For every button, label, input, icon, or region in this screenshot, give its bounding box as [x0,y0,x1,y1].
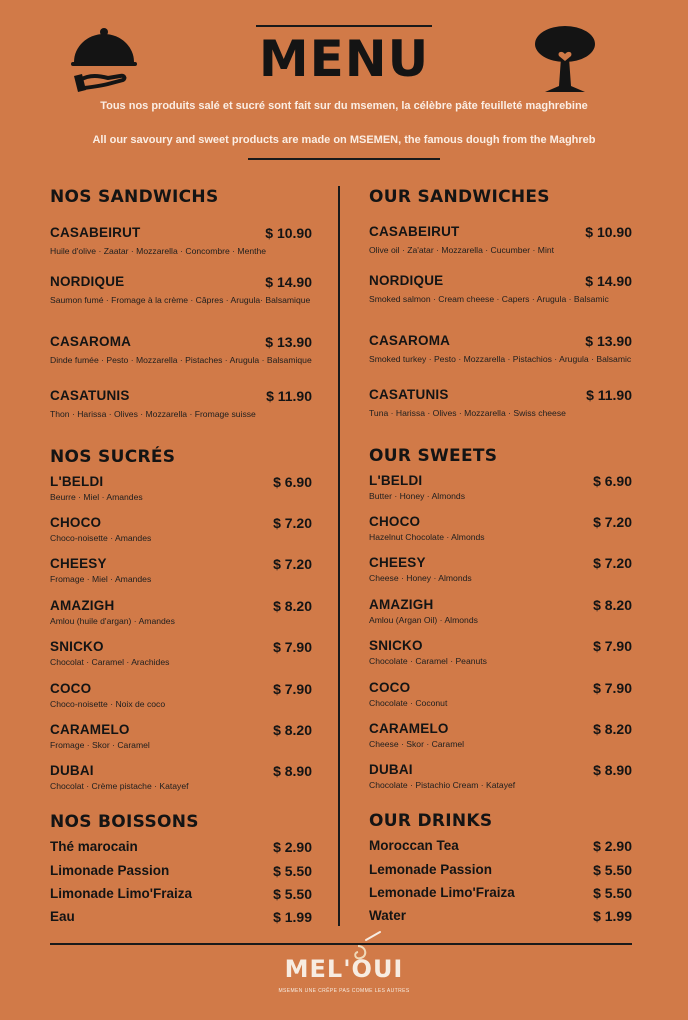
item-description: Chocolate · Caramel · Peanuts [369,656,487,666]
tree-heart-icon [531,24,599,96]
item-description: Chocolat · Crème pistache · Katayef [50,781,189,791]
intro-french: Tous nos produits salé et sucré sont fait sur du msemen, la célèbre pâte feuilleté maghrebine [100,100,588,112]
item-description: Amlou (Argan Oil) · Almonds [369,615,478,625]
item-name: CASAROMA [50,334,132,349]
item-name: DUBAI [50,763,94,778]
item-name: CHEESY [369,555,426,570]
item-name: CHEESY [50,556,107,571]
item-description: Cheese · Skor · Caramel [369,739,465,749]
drink-name: Lemonade Limo'Fraiza [369,885,515,900]
item-price: $ 8.20 [593,721,632,737]
item-price: $ 8.20 [273,722,312,738]
item-description: Choco-noisette · Amandes [50,533,152,543]
item-name: L'BELDI [369,473,423,488]
english-drinks-title: OUR DRINKS [369,811,493,831]
intro-english: All our savoury and sweet products are made on MSEMEN, the famous dough from the Maghreb [92,134,596,146]
item-price: $ 6.90 [273,474,312,490]
item-description: Chocolate · Coconut [369,698,448,708]
drink-price: $ 1.99 [593,908,632,924]
item-price: $ 14.90 [265,274,312,290]
item-name: AMAZIGH [369,597,434,612]
item-name: CASATUNIS [50,388,130,403]
item-name: CASABEIRUT [369,224,460,239]
english-sandwiches-title: OUR SANDWICHES [369,187,550,207]
item-name: L'BELDI [50,474,104,489]
item-description: Smoked turkey · Pesto · Mozzarella · Pistachios · Arugula · Balsamic [369,354,632,364]
top-rule [256,25,432,27]
menu-title: MENU [258,30,430,88]
item-price: $ 8.90 [273,763,312,779]
drink-price: $ 5.50 [273,886,312,902]
item-price: $ 7.90 [593,680,632,696]
item-price: $ 7.20 [273,515,312,531]
item-price: $ 11.90 [586,387,632,403]
item-name: COCO [50,681,92,696]
drink-price: $ 1.99 [273,909,312,925]
item-price: $ 7.20 [593,514,632,530]
item-name: AMAZIGH [50,598,115,613]
item-name: CASAROMA [369,333,451,348]
drink-price: $ 5.50 [273,863,312,879]
item-price: $ 7.90 [273,681,312,697]
item-price: $ 6.90 [593,473,632,489]
item-name: CARAMELO [50,722,130,737]
item-description: Fromage · Skor · Caramel [50,740,150,750]
item-price: $ 10.90 [585,224,632,240]
item-name: CHOCO [50,515,102,530]
item-price: $ 11.90 [266,388,312,404]
drink-price: $ 2.90 [273,839,312,855]
item-description: Smoked salmon · Cream cheese · Capers · Arugula · Balsamic [369,294,609,304]
item-description: Beurre · Miel · Amandes [50,492,143,502]
item-name: CHOCO [369,514,421,529]
column-divider [338,186,340,926]
french-sweets-title: NOS SUCRÉS [50,447,176,467]
item-price: $ 14.90 [585,273,632,289]
item-name: NORDIQUE [50,274,125,289]
drink-price: $ 2.90 [593,838,632,854]
item-name: CARAMELO [369,721,449,736]
item-description: Olive oil · Za'atar · Mozzarella · Cucumber · Mint [369,245,555,255]
item-price: $ 7.90 [593,638,632,654]
brand-logo: MEL'OUI [284,955,404,983]
item-name: CASABEIRUT [50,225,141,240]
item-price: $ 7.90 [273,639,312,655]
item-price: $ 13.90 [265,334,312,350]
item-price: $ 7.20 [273,556,312,572]
item-name: SNICKO [369,638,423,653]
drink-name: Water [369,908,407,923]
item-description: Amlou (huile d'argan) · Amandes [50,616,175,626]
drink-name: Limonade Limo'Fraiza [50,886,192,901]
item-name: SNICKO [50,639,104,654]
item-price: $ 10.90 [265,225,312,241]
item-price: $ 8.20 [273,598,312,614]
item-description: Thon · Harissa · Olives · Mozzarella · Fromage suisse [50,409,256,419]
cloche-serving-icon [68,24,140,96]
drink-name: Thé marocain [50,839,138,854]
item-name: NORDIQUE [369,273,444,288]
drink-name: Moroccan Tea [369,838,459,853]
item-price: $ 13.90 [585,333,632,349]
item-description: Tuna · Harissa · Olives · Mozzarella · Swiss cheese [369,408,566,418]
item-description: Fromage · Miel · Amandes [50,574,152,584]
drink-name: Eau [50,909,75,924]
item-price: $ 8.90 [593,762,632,778]
item-name: DUBAI [369,762,413,777]
item-description: Chocolate · Pistachio Cream · Katayef [369,780,516,790]
item-description: Dinde fumée · Pesto · Mozzarella · Pistaches · Arugula · Balsamique [50,355,312,365]
item-name: CASATUNIS [369,387,449,402]
item-description: Choco-noisette · Noix de coco [50,699,166,709]
french-sandwiches-title: NOS SANDWICHS [50,187,219,207]
item-price: $ 8.20 [593,597,632,613]
french-drinks-title: NOS BOISSONS [50,812,199,832]
item-description: Chocolat · Caramel · Arachides [50,657,170,667]
header-rule [248,158,440,160]
drink-name: Lemonade Passion [369,862,493,877]
item-name: COCO [369,680,411,695]
drink-price: $ 5.50 [593,885,632,901]
item-description: Huile d'olive · Zaatar · Mozzarella · Concombre · Menthe [50,246,267,256]
drink-name: Limonade Passion [50,863,170,878]
item-description: Hazelnut Chocolate · Almonds [369,532,485,542]
item-price: $ 7.20 [593,555,632,571]
item-description: Cheese · Honey · Almonds [369,573,472,583]
english-sweets-title: OUR SWEETS [369,446,498,466]
item-description: Saumon fumé · Fromage à la crème · Câpres · Arugula· Balsamique [50,295,311,305]
drink-price: $ 5.50 [593,862,632,878]
item-description: Butter · Honey · Almonds [369,491,466,501]
brand-tagline: MSEMEN UNE CRÊPE PAS COMME LES AUTRES [278,988,410,994]
